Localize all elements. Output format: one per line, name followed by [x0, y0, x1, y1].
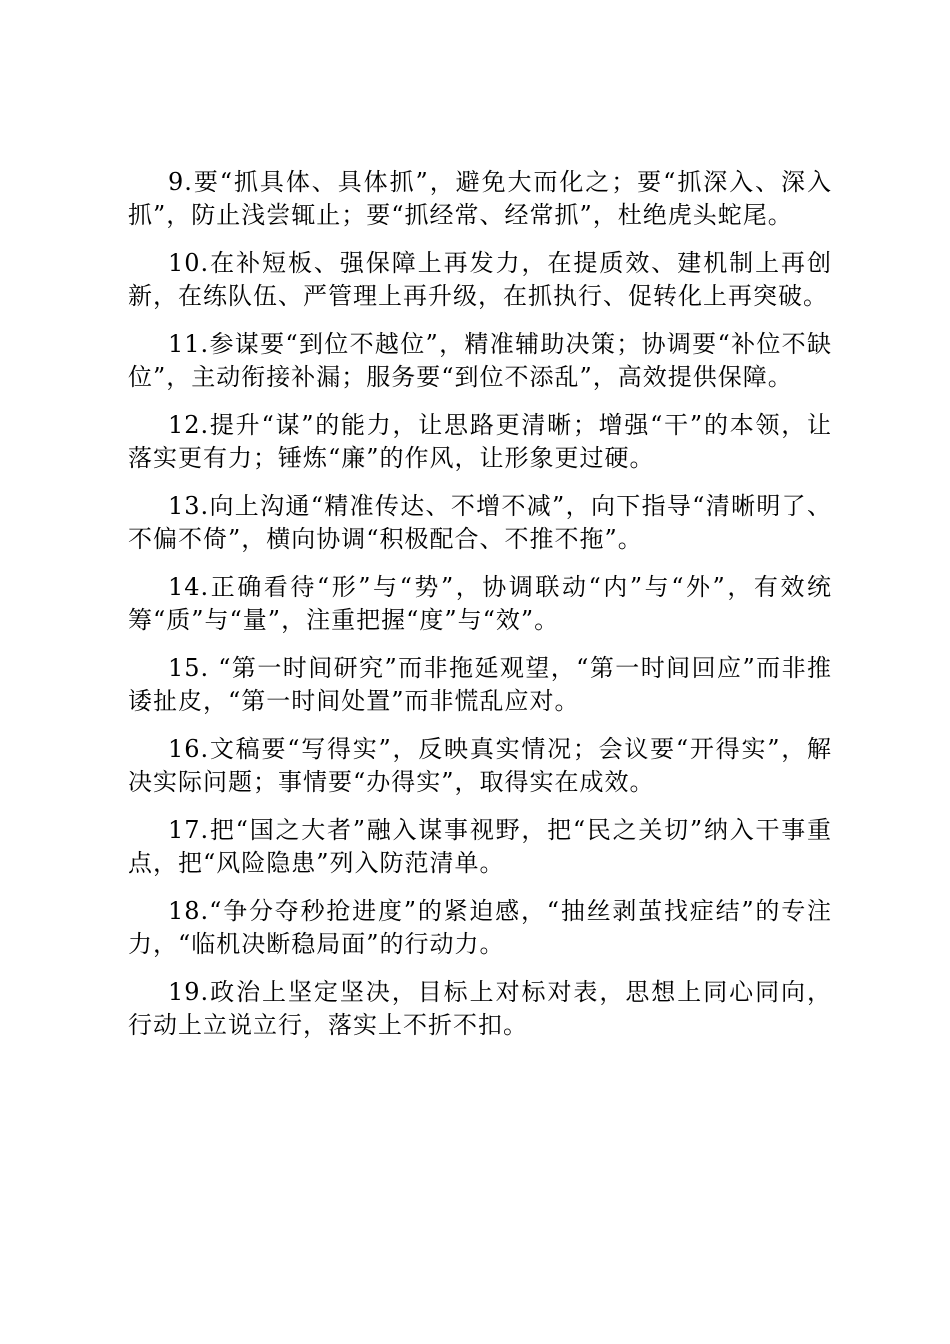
list-item-18: 18.“争分夺秒抢进度”的紧迫感，“抽丝剥茧找症结”的专注力，“临机决断稳局面”的行动力。 [128, 897, 832, 958]
list-item-15: 15. “第一时间研究”而非拖延观望，“第一时间回应”而非推诿扯皮，“第一时间处置”而非慌乱应对。 [128, 654, 832, 715]
list-item-14: 14.正确看待“形”与“势”，协调联动“内”与“外”，有效统筹“质”与“量”，注重把握“度”与“效”。 [128, 573, 832, 634]
list-item-12: 12.提升“谋”的能力，让思路更清晰；增强“干”的本领，让落实更有力；锤炼“廉”的作风，让形象更过硬。 [128, 411, 832, 472]
list-item-13: 13.向上沟通“精准传达、不增不减”，向下指导“清晰明了、不偏不倚”，横向协调“积极配合、不推不拖”。 [128, 492, 832, 553]
list-item-11: 11.参谋要“到位不越位”，精准辅助决策；协调要“补位不缺位”，主动衔接补漏；服务要“到位不添乱”，高效提供保障。 [128, 330, 832, 391]
list-item-10: 10.在补短板、强保障上再发力，在提质效、建机制上再创新，在练队伍、严管理上再升级，在抓执行、促转化上再突破。 [128, 249, 832, 310]
list-item-17: 17.把“国之大者”融入谋事视野，把“民之关切”纳入干事重点，把“风险隐患”列入防范清单。 [128, 816, 832, 877]
list-item-19: 19.政治上坚定坚决，目标上对标对表，思想上同心同向，行动上立说立行，落实上不折不扣。 [128, 978, 832, 1039]
document-page [128, 166, 832, 1057]
list-item-16: 16.文稿要“写得实”，反映真实情况；会议要“开得实”，解决实际问题；事情要“办得实”，取得实在成效。 [128, 735, 832, 796]
list-item-9: 9.要“抓具体、具体抓”，避免大而化之；要“抓深入、深入抓”，防止浅尝辄止；要“抓经常、经常抓”，杜绝虎头蛇尾。 [128, 168, 832, 229]
